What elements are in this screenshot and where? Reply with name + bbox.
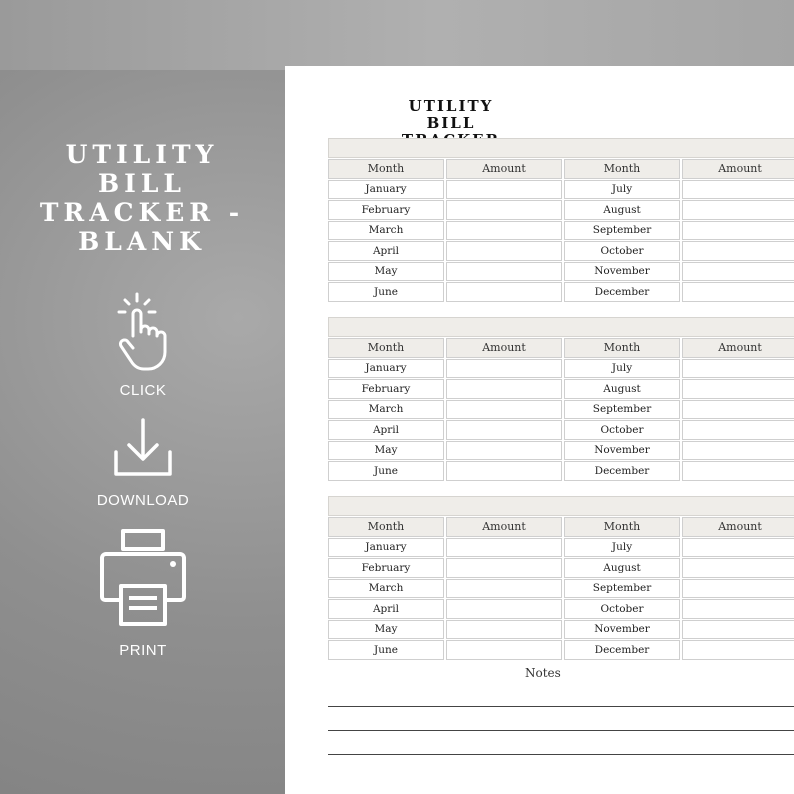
- amount-cell[interactable]: [682, 359, 794, 379]
- month-cell: December: [564, 282, 680, 302]
- amount-column-header: Amount: [446, 517, 562, 537]
- month-column-header: Month: [328, 159, 444, 179]
- month-cell: January: [328, 359, 444, 379]
- amount-column-header: Amount: [682, 338, 794, 358]
- amount-cell[interactable]: [446, 200, 562, 220]
- month-cell: September: [564, 400, 680, 420]
- note-line: [328, 706, 794, 707]
- amount-cell[interactable]: [446, 400, 562, 420]
- amount-cell[interactable]: [682, 282, 794, 302]
- table-row: [328, 620, 794, 640]
- amount-cell[interactable]: [446, 640, 562, 660]
- amount-cell[interactable]: [682, 241, 794, 261]
- month-cell: March: [328, 579, 444, 599]
- month-cell: August: [564, 558, 680, 578]
- amount-cell[interactable]: [446, 359, 562, 379]
- month-cell: February: [328, 379, 444, 399]
- note-line: [328, 754, 794, 755]
- amount-cell[interactable]: [682, 620, 794, 640]
- amount-cell[interactable]: [446, 379, 562, 399]
- month-cell: April: [328, 599, 444, 619]
- print-action[interactable]: [82, 528, 204, 659]
- document-title-line-1: UTILITY BILL: [408, 97, 494, 132]
- month-cell: June: [328, 461, 444, 481]
- tracker-table: [326, 158, 794, 303]
- month-cell: July: [564, 538, 680, 558]
- table-row: [328, 262, 794, 282]
- month-cell: August: [564, 200, 680, 220]
- month-column-header: Month: [328, 338, 444, 358]
- amount-column-header: Amount: [446, 159, 562, 179]
- tracker-block-1: [328, 138, 794, 303]
- table-row: [328, 538, 794, 558]
- download-label: DOWNLOAD: [96, 492, 190, 509]
- download-icon: [113, 418, 173, 480]
- amount-cell[interactable]: [446, 620, 562, 640]
- amount-column-header: Amount: [446, 338, 562, 358]
- table-row: [328, 200, 794, 220]
- table-row: [328, 558, 794, 578]
- print-label: PRINT: [119, 642, 167, 659]
- tracker-block-3: [328, 496, 794, 661]
- note-line: [328, 730, 794, 731]
- click-action[interactable]: [82, 292, 204, 399]
- promo-title-line-1: UTILITY BILL: [65, 140, 219, 198]
- month-cell: September: [564, 221, 680, 241]
- tracker-band: [328, 138, 794, 158]
- background-texture: [0, 0, 794, 70]
- tracker-page: [285, 66, 794, 794]
- month-column-header: Month: [564, 338, 680, 358]
- amount-cell[interactable]: [682, 420, 794, 440]
- month-cell: October: [564, 241, 680, 261]
- amount-cell[interactable]: [682, 461, 794, 481]
- month-cell: November: [564, 620, 680, 640]
- month-cell: October: [564, 599, 680, 619]
- download-action[interactable]: [82, 418, 204, 509]
- month-column-header: Month: [564, 517, 680, 537]
- month-cell: April: [328, 241, 444, 261]
- promo-title-line-3: BLANK: [78, 227, 206, 256]
- table-row: [328, 180, 794, 200]
- amount-cell[interactable]: [682, 379, 794, 399]
- table-row: [328, 599, 794, 619]
- amount-cell[interactable]: [446, 558, 562, 578]
- table-row: [328, 461, 794, 481]
- month-cell: March: [328, 400, 444, 420]
- tracker-band: [328, 317, 794, 337]
- month-column-header: Month: [328, 517, 444, 537]
- amount-cell[interactable]: [446, 180, 562, 200]
- table-row: [328, 241, 794, 261]
- month-cell: August: [564, 379, 680, 399]
- amount-cell[interactable]: [446, 221, 562, 241]
- amount-cell[interactable]: [446, 599, 562, 619]
- table-row: [328, 640, 794, 660]
- month-cell: December: [564, 461, 680, 481]
- month-cell: May: [328, 620, 444, 640]
- month-cell: January: [328, 180, 444, 200]
- table-row: [328, 359, 794, 379]
- table-row: [328, 579, 794, 599]
- click-label: CLICK: [119, 382, 167, 399]
- tap-hand-icon: [115, 292, 171, 374]
- month-cell: February: [328, 200, 444, 220]
- month-cell: May: [328, 441, 444, 461]
- table-row: [328, 441, 794, 461]
- month-cell: November: [564, 262, 680, 282]
- amount-cell[interactable]: [682, 579, 794, 599]
- table-row: [328, 282, 794, 302]
- amount-cell[interactable]: [682, 262, 794, 282]
- tracker-band: [328, 496, 794, 516]
- month-cell: October: [564, 420, 680, 440]
- amount-cell[interactable]: [682, 200, 794, 220]
- tracker-table: [326, 516, 794, 661]
- tracker-block-2: [328, 317, 794, 482]
- month-cell: May: [328, 262, 444, 282]
- month-cell: June: [328, 640, 444, 660]
- month-column-header: Month: [564, 159, 680, 179]
- month-cell: September: [564, 579, 680, 599]
- amount-column-header: Amount: [682, 159, 794, 179]
- month-cell: January: [328, 538, 444, 558]
- amount-cell[interactable]: [446, 282, 562, 302]
- amount-cell[interactable]: [446, 262, 562, 282]
- month-cell: November: [564, 441, 680, 461]
- month-cell: February: [328, 558, 444, 578]
- month-cell: March: [328, 221, 444, 241]
- tracker-header-row: [328, 159, 794, 179]
- amount-cell[interactable]: [446, 441, 562, 461]
- amount-cell[interactable]: [682, 558, 794, 578]
- table-row: [328, 221, 794, 241]
- table-row: [328, 400, 794, 420]
- tracker-table: [326, 337, 794, 482]
- month-cell: April: [328, 420, 444, 440]
- promo-title-line-2: TRACKER -: [39, 198, 245, 227]
- amount-cell[interactable]: [682, 400, 794, 420]
- notes-label: Notes: [525, 666, 561, 680]
- month-cell: June: [328, 282, 444, 302]
- promo-title: [22, 140, 262, 256]
- printer-icon: [99, 528, 187, 628]
- month-cell: July: [564, 180, 680, 200]
- amount-cell[interactable]: [682, 599, 794, 619]
- amount-column-header: Amount: [682, 517, 794, 537]
- amount-cell[interactable]: [446, 241, 562, 261]
- amount-cell[interactable]: [446, 420, 562, 440]
- amount-cell[interactable]: [682, 180, 794, 200]
- amount-cell[interactable]: [682, 538, 794, 558]
- amount-cell[interactable]: [682, 441, 794, 461]
- month-cell: December: [564, 640, 680, 660]
- table-row: [328, 420, 794, 440]
- amount-cell[interactable]: [446, 579, 562, 599]
- month-cell: July: [564, 359, 680, 379]
- tracker-header-row: [328, 517, 794, 537]
- amount-cell[interactable]: [682, 221, 794, 241]
- table-row: [328, 379, 794, 399]
- tracker-header-row: [328, 338, 794, 358]
- amount-cell[interactable]: [446, 461, 562, 481]
- amount-cell[interactable]: [446, 538, 562, 558]
- amount-cell[interactable]: [682, 640, 794, 660]
